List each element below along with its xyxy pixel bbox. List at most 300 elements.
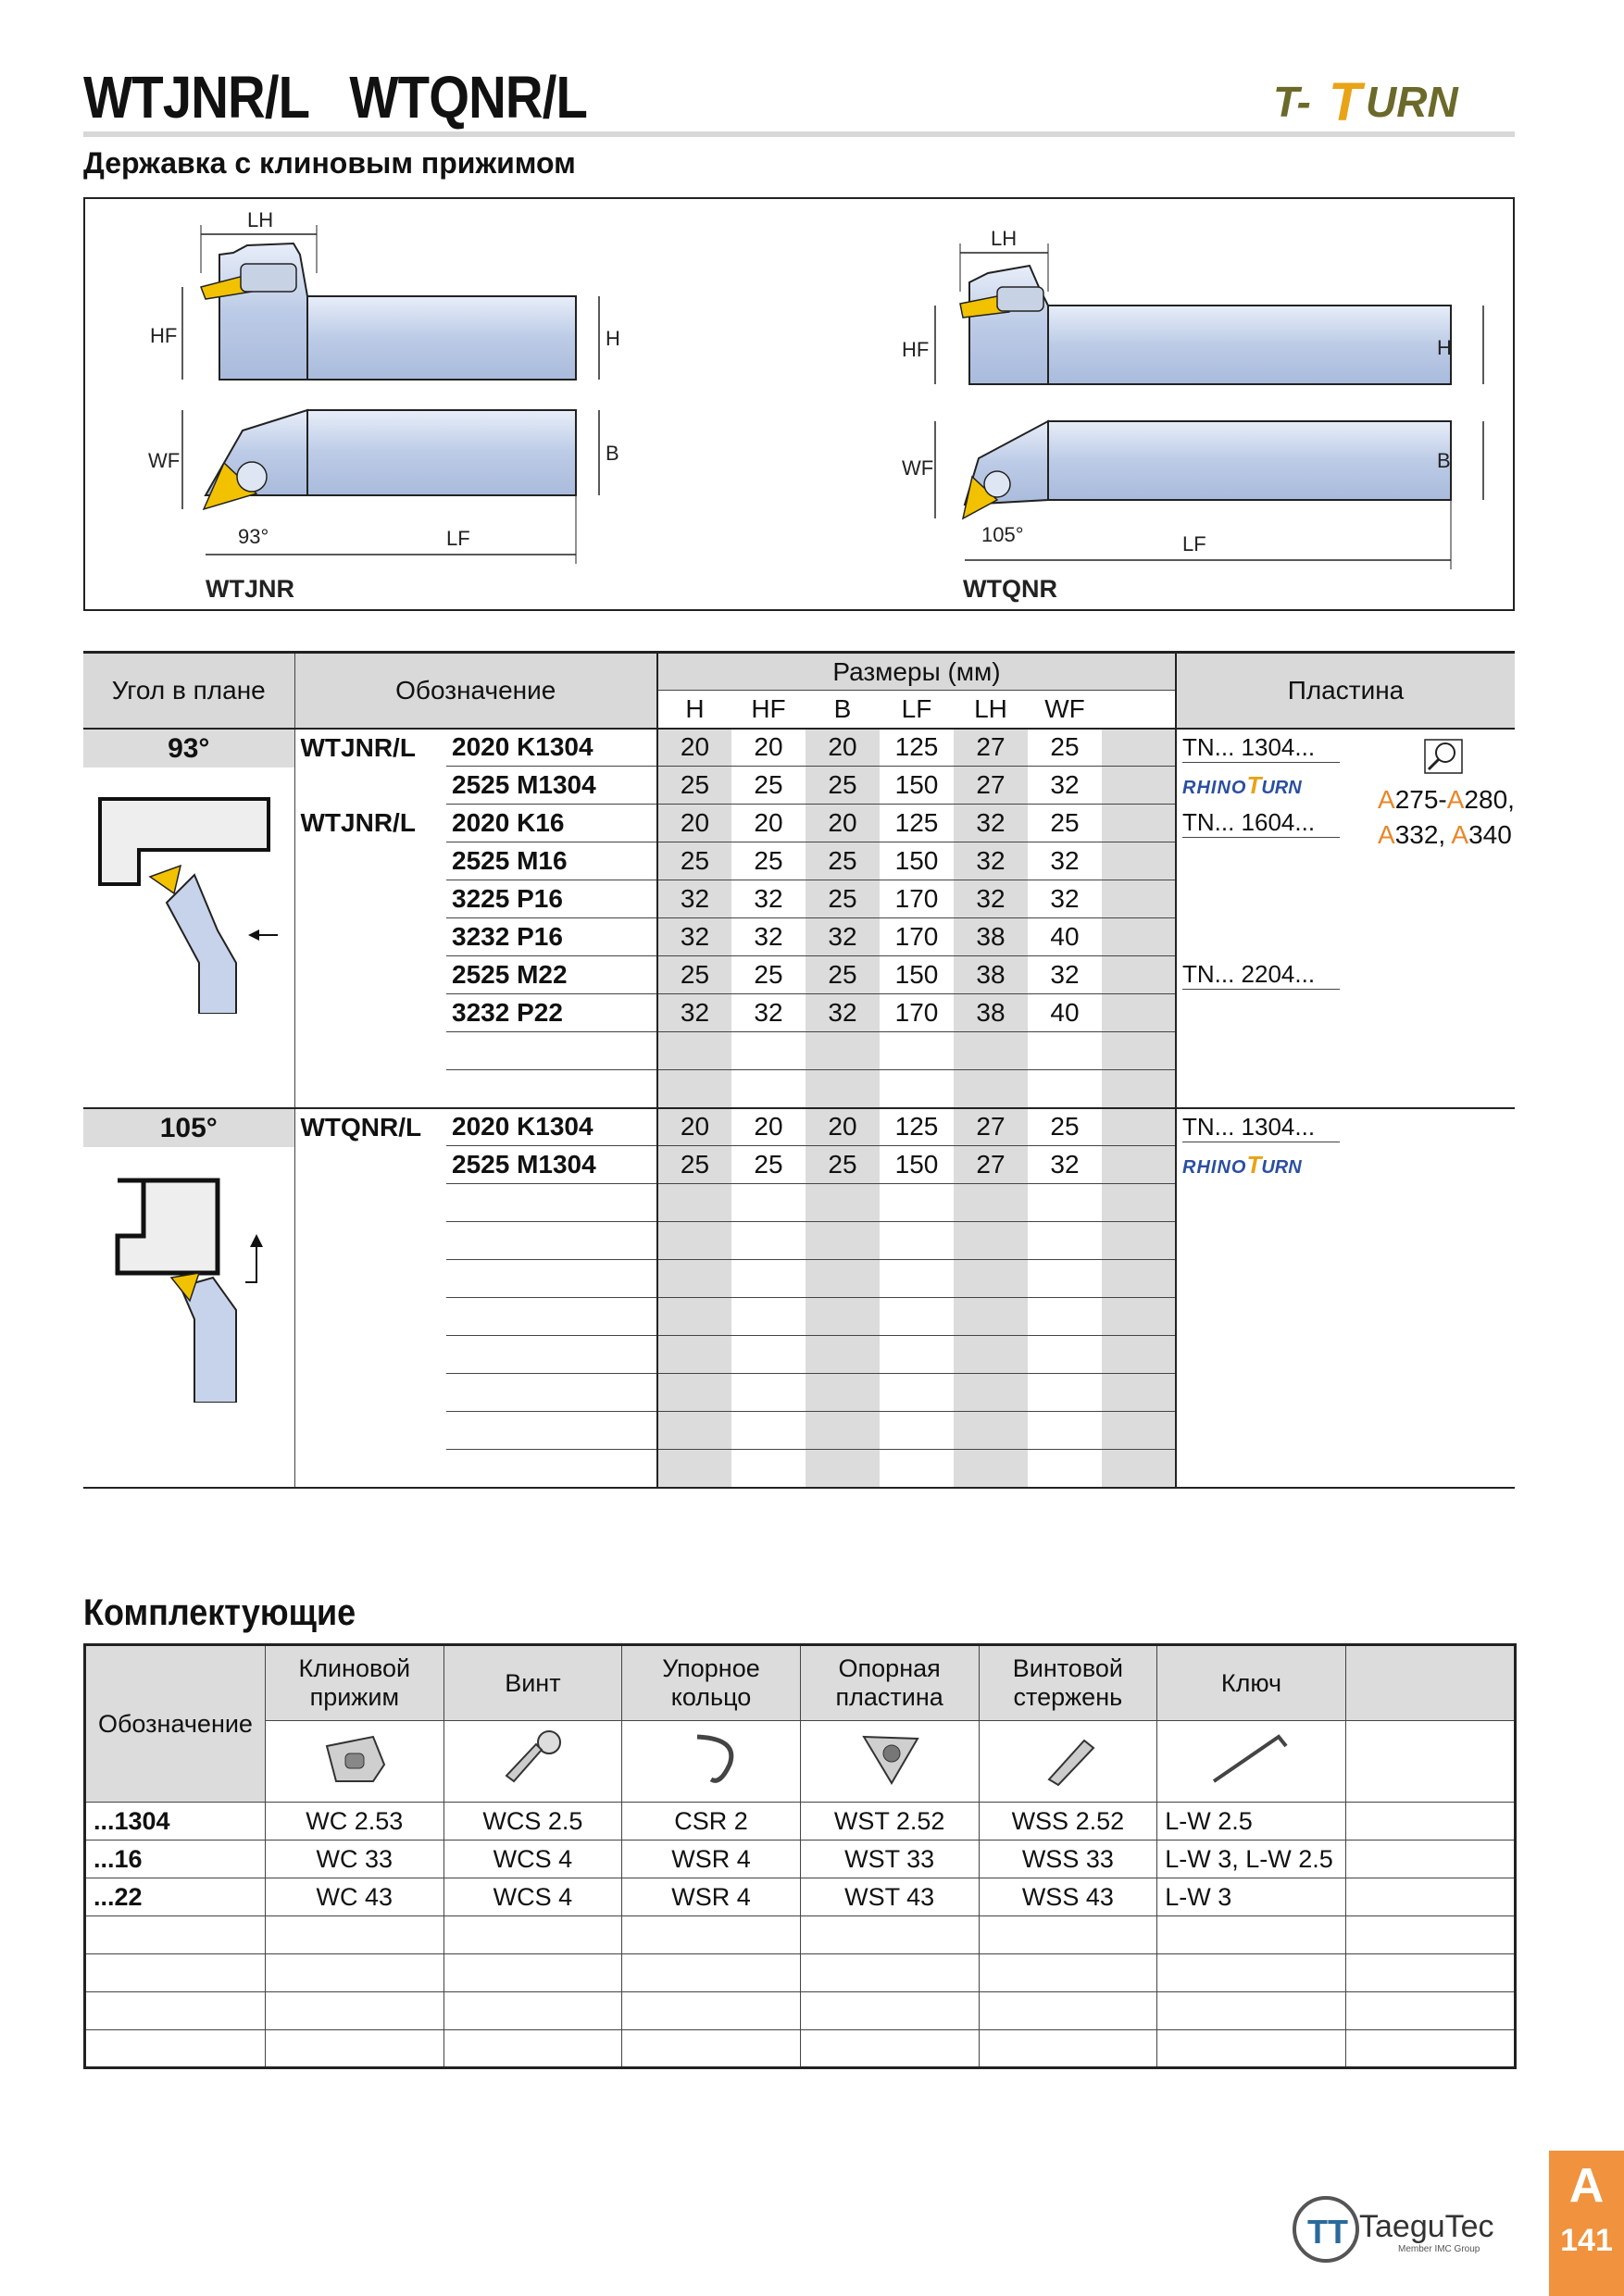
table-row (83, 1146, 1515, 1184)
dim-cell: 32 (954, 805, 1028, 842)
series-cell (294, 1260, 446, 1298)
dim-cell: 25 (806, 880, 880, 918)
accessory-row (85, 1803, 1516, 1841)
svg-text:H: H (1437, 336, 1452, 359)
accessory-cell (443, 1992, 622, 2030)
dim-cell (880, 1070, 954, 1108)
insert-cell (1176, 1032, 1515, 1070)
accessories-title: Комплектующие (83, 1592, 356, 1633)
col-insert-header: Пластина (1176, 653, 1515, 729)
svg-text:LF: LF (1182, 532, 1206, 555)
designation-cell: 2525 M1304 (446, 767, 657, 805)
dim-cell: 32 (731, 918, 806, 956)
section-tab (1549, 2151, 1624, 2296)
dim-cell: 27 (954, 1108, 1028, 1146)
accessory-cell: WCS 4 (443, 1878, 622, 1916)
dim-cell: 32 (731, 994, 806, 1032)
dim-cell (1028, 1336, 1102, 1374)
dim-cell: 170 (880, 918, 954, 956)
series-cell (294, 1032, 446, 1070)
accessory-cell: WSR 4 (622, 1878, 801, 1916)
dim-cell: 20 (731, 1108, 806, 1146)
series-cell: WTJNR/L (300, 732, 416, 762)
accessory-cell (1345, 1954, 1515, 1992)
col-dims-header: Размеры (мм) (657, 653, 1176, 691)
insert-cell (1176, 956, 1515, 994)
dim-cell: 27 (954, 1146, 1028, 1184)
dim-cell: 170 (880, 994, 954, 1032)
svg-text:T: T (1329, 72, 1362, 128)
dim-cell (806, 1374, 880, 1412)
designation-cell: 3232 P22 (446, 994, 657, 1032)
accessory-cell (443, 1916, 622, 1954)
dim-cell (1102, 1450, 1176, 1488)
dim-cell (954, 1450, 1028, 1488)
dim-cell: 25 (806, 956, 880, 994)
dim-cell (1102, 1108, 1176, 1146)
dim-cell: 32 (1028, 767, 1102, 805)
table-row (83, 1298, 1515, 1336)
designation-cell: 2020 K1304 (446, 1108, 657, 1146)
svg-text:B: B (1437, 449, 1451, 472)
dim-cell: 20 (731, 805, 806, 842)
accessory-cell (622, 1992, 801, 2030)
accessory-cell (800, 2030, 979, 2068)
series-cell (294, 1450, 446, 1488)
table-row (83, 842, 1515, 880)
angle-value: 105° (83, 1109, 294, 1147)
accessory-cell (1157, 1954, 1346, 1992)
series-cell (294, 1184, 446, 1222)
accessory-rows (85, 1803, 1516, 2068)
accessory-cell (1345, 1803, 1515, 1841)
designation-cell: 2525 M1304 (446, 1146, 657, 1184)
dim-cell (880, 1032, 954, 1070)
dim-cell (806, 1450, 880, 1488)
accessory-cell: WSS 43 (979, 1878, 1157, 1916)
table-row (83, 956, 1515, 994)
dim-cell (657, 1260, 731, 1298)
dim-cell: 20 (657, 1108, 731, 1146)
dim-cell (1102, 1412, 1176, 1450)
accessory-cell: WST 33 (800, 1841, 979, 1878)
approach-93-sketch (93, 792, 278, 1014)
key-icon (1157, 1721, 1346, 1803)
table-row (83, 767, 1515, 805)
dim-cell (657, 1184, 731, 1222)
table-row (83, 1450, 1515, 1488)
series-cell (294, 956, 446, 994)
dim-cell: 20 (731, 729, 806, 767)
designation-cell: 2525 M22 (446, 956, 657, 994)
accessory-cell: WCS 4 (443, 1841, 622, 1878)
dim-cell: 32 (954, 880, 1028, 918)
wtjnr-label: WTJNR (206, 575, 294, 603)
col-designation-header: Обозначение (294, 653, 657, 729)
accessory-cell: WSS 2.52 (979, 1803, 1157, 1841)
accessory-designation: ...16 (85, 1841, 266, 1878)
dim-cell (1102, 1032, 1176, 1070)
approach-105-sketch (106, 1171, 282, 1403)
svg-text:WF: WF (148, 449, 181, 472)
accessory-cell (1157, 2030, 1346, 2068)
designation-cell (446, 1450, 657, 1488)
acc-header-blank (1345, 1645, 1515, 1721)
accessory-cell (265, 1992, 443, 2030)
dim-cell (954, 1222, 1028, 1260)
dim-cell (1028, 1450, 1102, 1488)
dim-cell (880, 1298, 954, 1336)
designation-cell: 2020 K16 (446, 805, 657, 842)
dim-cell: 25 (731, 842, 806, 880)
accessory-cell (265, 2030, 443, 2068)
table-row (83, 1032, 1515, 1070)
dim-col-blank (1102, 691, 1176, 729)
dim-col-h: H (657, 691, 731, 729)
shim-screw-icon (979, 1721, 1157, 1803)
wtjnr-top-view (204, 410, 576, 509)
table-row (83, 994, 1515, 1032)
dim-cell (731, 1070, 806, 1108)
insert-cell (1176, 880, 1515, 918)
svg-text:T-: T- (1273, 78, 1311, 126)
table-row (83, 880, 1515, 918)
dim-cell: 38 (954, 994, 1028, 1032)
t-turn-logo (1268, 72, 1518, 128)
table-row (83, 1260, 1515, 1298)
dim-cell (806, 1336, 880, 1374)
dim-cell: 32 (1028, 1146, 1102, 1184)
insert-cell (1176, 1222, 1515, 1260)
dim-cell (1102, 1374, 1176, 1412)
page-subtitle: Державка с клиновым прижимом (83, 146, 576, 180)
company-name: TaeguTec (1359, 2209, 1494, 2244)
dim-cell (731, 1336, 806, 1374)
dim-cell (1028, 1298, 1102, 1336)
dim-cell: 25 (657, 956, 731, 994)
accessory-cell: WSS 33 (979, 1841, 1157, 1878)
accessory-cell: WC 2.53 (265, 1803, 443, 1841)
accessory-cell: WCS 2.5 (443, 1803, 622, 1841)
insert-cell (1176, 1450, 1515, 1488)
series-cell: WTJNR/L (300, 808, 416, 837)
dim-cell: 25 (1028, 729, 1102, 767)
svg-text:105°: 105° (981, 523, 1024, 546)
series-cell (294, 842, 446, 880)
series-cell (294, 1222, 446, 1260)
dim-cell (1102, 1298, 1176, 1336)
acc-header-designation: Обозначение (85, 1645, 266, 1803)
dim-cell (1102, 1260, 1176, 1298)
acc-header-shim-screw: Винтовой стержень (979, 1645, 1157, 1721)
acc-header-shim: Опорная пластина (800, 1645, 979, 1721)
dim-cell: 20 (657, 729, 731, 767)
accessory-cell (443, 2030, 622, 2068)
dim-cell (1102, 918, 1176, 956)
designation-cell (446, 1032, 657, 1070)
table-row (83, 805, 1515, 842)
dim-cell: 32 (1028, 880, 1102, 918)
series-cell (294, 918, 446, 956)
dim-cell (1102, 956, 1176, 994)
dim-cell (1102, 1222, 1176, 1260)
dim-cell (1028, 1374, 1102, 1412)
designation-cell (446, 1412, 657, 1450)
angle-value: 93° (83, 730, 294, 767)
dim-cell: 25 (806, 842, 880, 880)
insert-cell (1176, 1298, 1515, 1336)
dim-cell (731, 1222, 806, 1260)
dim-cell (806, 1222, 880, 1260)
dim-cell: 32 (657, 994, 731, 1032)
designation-cell: 3225 P16 (446, 880, 657, 918)
accessory-cell (1157, 1992, 1346, 2030)
accessory-cell (622, 1916, 801, 1954)
accessory-cell (979, 2030, 1157, 2068)
svg-text:93°: 93° (238, 525, 269, 548)
dim-col-lh: LH (954, 691, 1028, 729)
page-references (1378, 782, 1515, 853)
dim-cell (731, 1260, 806, 1298)
table-row (83, 729, 1515, 767)
series-cell (294, 880, 446, 918)
dim-cell (954, 1260, 1028, 1298)
svg-text:B: B (606, 442, 619, 465)
insert-cell (1176, 1412, 1515, 1450)
dim-cell: 32 (1028, 956, 1102, 994)
accessory-cell: WC 33 (265, 1841, 443, 1878)
designation-cell: 2020 K1304 (446, 729, 657, 767)
dim-cell (806, 1032, 880, 1070)
wtjnr-side-view (201, 243, 576, 380)
accessory-cell (1345, 1841, 1515, 1878)
table-row (83, 1412, 1515, 1450)
dim-cell (1102, 729, 1176, 767)
accessory-cell (265, 1916, 443, 1954)
wedge-clamp-icon (265, 1721, 443, 1803)
dim-cell (880, 1374, 954, 1412)
accessory-designation (85, 2030, 266, 2068)
designation-cell (446, 1298, 657, 1336)
dim-cell (731, 1450, 806, 1488)
dim-cell (954, 1032, 1028, 1070)
dim-cell: 25 (731, 956, 806, 994)
section-letter: A (1568, 2159, 1605, 2213)
dim-cell (731, 1032, 806, 1070)
dim-cell (880, 1450, 954, 1488)
wtqnr-top-view (963, 421, 1451, 518)
accessory-cell (979, 1992, 1157, 2030)
dim-cell: 25 (806, 1146, 880, 1184)
dim-cell: 38 (954, 918, 1028, 956)
dim-cell: 32 (1028, 842, 1102, 880)
dim-cell: 20 (806, 805, 880, 842)
dim-cell: 150 (880, 1146, 954, 1184)
holder-dimensions-table (83, 651, 1515, 1489)
designation-cell: 2525 M16 (446, 842, 657, 880)
shim-icon (800, 1721, 979, 1803)
svg-text:TT: TT (1307, 2213, 1348, 2251)
taegutec-logo (1287, 2192, 1528, 2266)
dim-cell: 27 (954, 729, 1028, 767)
accessory-designation (85, 1992, 266, 2030)
designation-cell (446, 1336, 657, 1374)
designation-cell (446, 1260, 657, 1298)
dim-cell: 25 (657, 1146, 731, 1184)
dim-cell (954, 1374, 1028, 1412)
series-cell (294, 1412, 446, 1450)
dim-cell: 125 (880, 729, 954, 767)
col-angle-header: Угол в плане (83, 653, 294, 729)
dim-cell: 125 (880, 1108, 954, 1146)
rhinoturn-logo: RHINOTURN (1182, 770, 1302, 799)
dim-cell (880, 1184, 954, 1222)
designation-cell (446, 1070, 657, 1108)
dim-cell (954, 1298, 1028, 1336)
svg-text:H: H (606, 327, 620, 350)
accessory-cell (1345, 1916, 1515, 1954)
tool-drawing-svg (85, 199, 1513, 609)
table-row (83, 1070, 1515, 1108)
accessory-cell: L-W 2.5 (1157, 1803, 1346, 1841)
insert-cell (1176, 1336, 1515, 1374)
dim-cell: 20 (806, 1108, 880, 1146)
dim-cell (880, 1412, 954, 1450)
accessory-cell: L-W 3, L-W 2.5 (1157, 1841, 1346, 1878)
table-row (83, 1108, 1515, 1146)
accessory-row (85, 1878, 1516, 1916)
title-rule (83, 131, 1515, 137)
dim-cell (657, 1412, 731, 1450)
svg-text:URN: URN (1366, 78, 1458, 126)
dim-cell: 25 (657, 842, 731, 880)
insert-cell (1176, 1070, 1515, 1108)
insert-designation: TN... 2204... (1182, 960, 1340, 990)
dim-cell: 40 (1028, 994, 1102, 1032)
dim-cell (1102, 880, 1176, 918)
dim-cell (1028, 1070, 1102, 1108)
svg-text:HF: HF (150, 324, 178, 347)
dim-cell: 20 (806, 729, 880, 767)
dim-cell: 32 (806, 918, 880, 956)
designation-cell (446, 1184, 657, 1222)
designation-cell (446, 1374, 657, 1412)
dim-cell: 125 (880, 805, 954, 842)
dim-cell (954, 1412, 1028, 1450)
accessory-cell (1345, 1992, 1515, 2030)
table-row (83, 1336, 1515, 1374)
dim-cell: 32 (657, 918, 731, 956)
accessory-cell (265, 1954, 443, 1992)
dim-cell: 25 (1028, 805, 1102, 842)
accessory-cell (800, 1954, 979, 1992)
dim-cell (1028, 1032, 1102, 1070)
dim-cell (806, 1298, 880, 1336)
insert-designation: TN... 1304... (1182, 1113, 1340, 1142)
page-ref-line2: A332, A340 (1378, 820, 1512, 849)
insert-designation: TN... 1604... (1182, 808, 1340, 838)
acc-header-ring: Упорное кольцо (622, 1645, 801, 1721)
insert-cell (1176, 1374, 1515, 1412)
ring-icon (622, 1721, 801, 1803)
acc-header-wedge: Клиновой прижим (265, 1645, 443, 1721)
wtqnr-side-view (960, 266, 1451, 384)
accessory-cell: WC 43 (265, 1878, 443, 1916)
table-row (83, 1374, 1515, 1412)
accessory-cell (800, 1916, 979, 1954)
dim-cell (731, 1298, 806, 1336)
dim-cell (1102, 1336, 1176, 1374)
insert-designation: TN... 1304... (1182, 733, 1340, 763)
dim-cell (1102, 767, 1176, 805)
accessory-row (85, 1992, 1516, 2030)
dim-cell (880, 1222, 954, 1260)
insert-cell (1176, 1108, 1515, 1146)
accessory-cell: CSR 2 (622, 1803, 801, 1841)
svg-text:WF: WF (902, 456, 934, 480)
page-ref-line1: A275-A280, (1378, 785, 1515, 814)
dim-cell (731, 1184, 806, 1222)
dim-cell: 38 (954, 956, 1028, 994)
group-93 (83, 729, 1515, 1108)
screw-icon (443, 1721, 622, 1803)
accessory-cell (979, 1916, 1157, 1954)
accessory-cell (800, 1992, 979, 2030)
dim-cell (1102, 1070, 1176, 1108)
accessory-designation: ...1304 (85, 1803, 266, 1841)
designation-cell: 3232 P16 (446, 918, 657, 956)
accessories-table (83, 1643, 1517, 2069)
dim-cell (1028, 1222, 1102, 1260)
series-cell (294, 1146, 446, 1184)
dim-cell: 25 (806, 767, 880, 805)
wtqnr-label: WTQNR (963, 575, 1057, 603)
accessory-cell (622, 1954, 801, 1992)
dim-cell: 20 (657, 805, 731, 842)
page-title: WTJNR/L WTQNR/L (83, 64, 588, 131)
table-row (83, 1184, 1515, 1222)
acc-header-screw: Винт (443, 1645, 622, 1721)
dim-col-hf: HF (731, 691, 806, 729)
dim-cell: 150 (880, 842, 954, 880)
dim-cell: 32 (806, 994, 880, 1032)
accessory-cell (622, 2030, 801, 2068)
accessory-row (85, 1841, 1516, 1878)
dim-cell (1028, 1184, 1102, 1222)
dim-cell: 32 (657, 880, 731, 918)
tool-drawings (83, 197, 1515, 611)
acc-header-key: Ключ (1157, 1645, 1346, 1721)
dim-cell (657, 1374, 731, 1412)
acc-icon-blank (1345, 1721, 1515, 1803)
series-cell (294, 1298, 446, 1336)
dim-cell (880, 1336, 954, 1374)
accessory-designation (85, 1954, 266, 1992)
dim-cell (657, 1070, 731, 1108)
group-105 (83, 1108, 1515, 1488)
table-row (83, 918, 1515, 956)
accessory-row (85, 1954, 1516, 1992)
accessory-cell (443, 1954, 622, 1992)
dim-cell: 150 (880, 767, 954, 805)
insert-cell (1176, 1184, 1515, 1222)
series-cell (294, 767, 446, 805)
series-cell (294, 1374, 446, 1412)
dim-cell (1102, 1184, 1176, 1222)
dim-col-lf: LF (880, 691, 954, 729)
accessory-cell: L-W 3 (1157, 1878, 1346, 1916)
series-cell (294, 1336, 446, 1374)
